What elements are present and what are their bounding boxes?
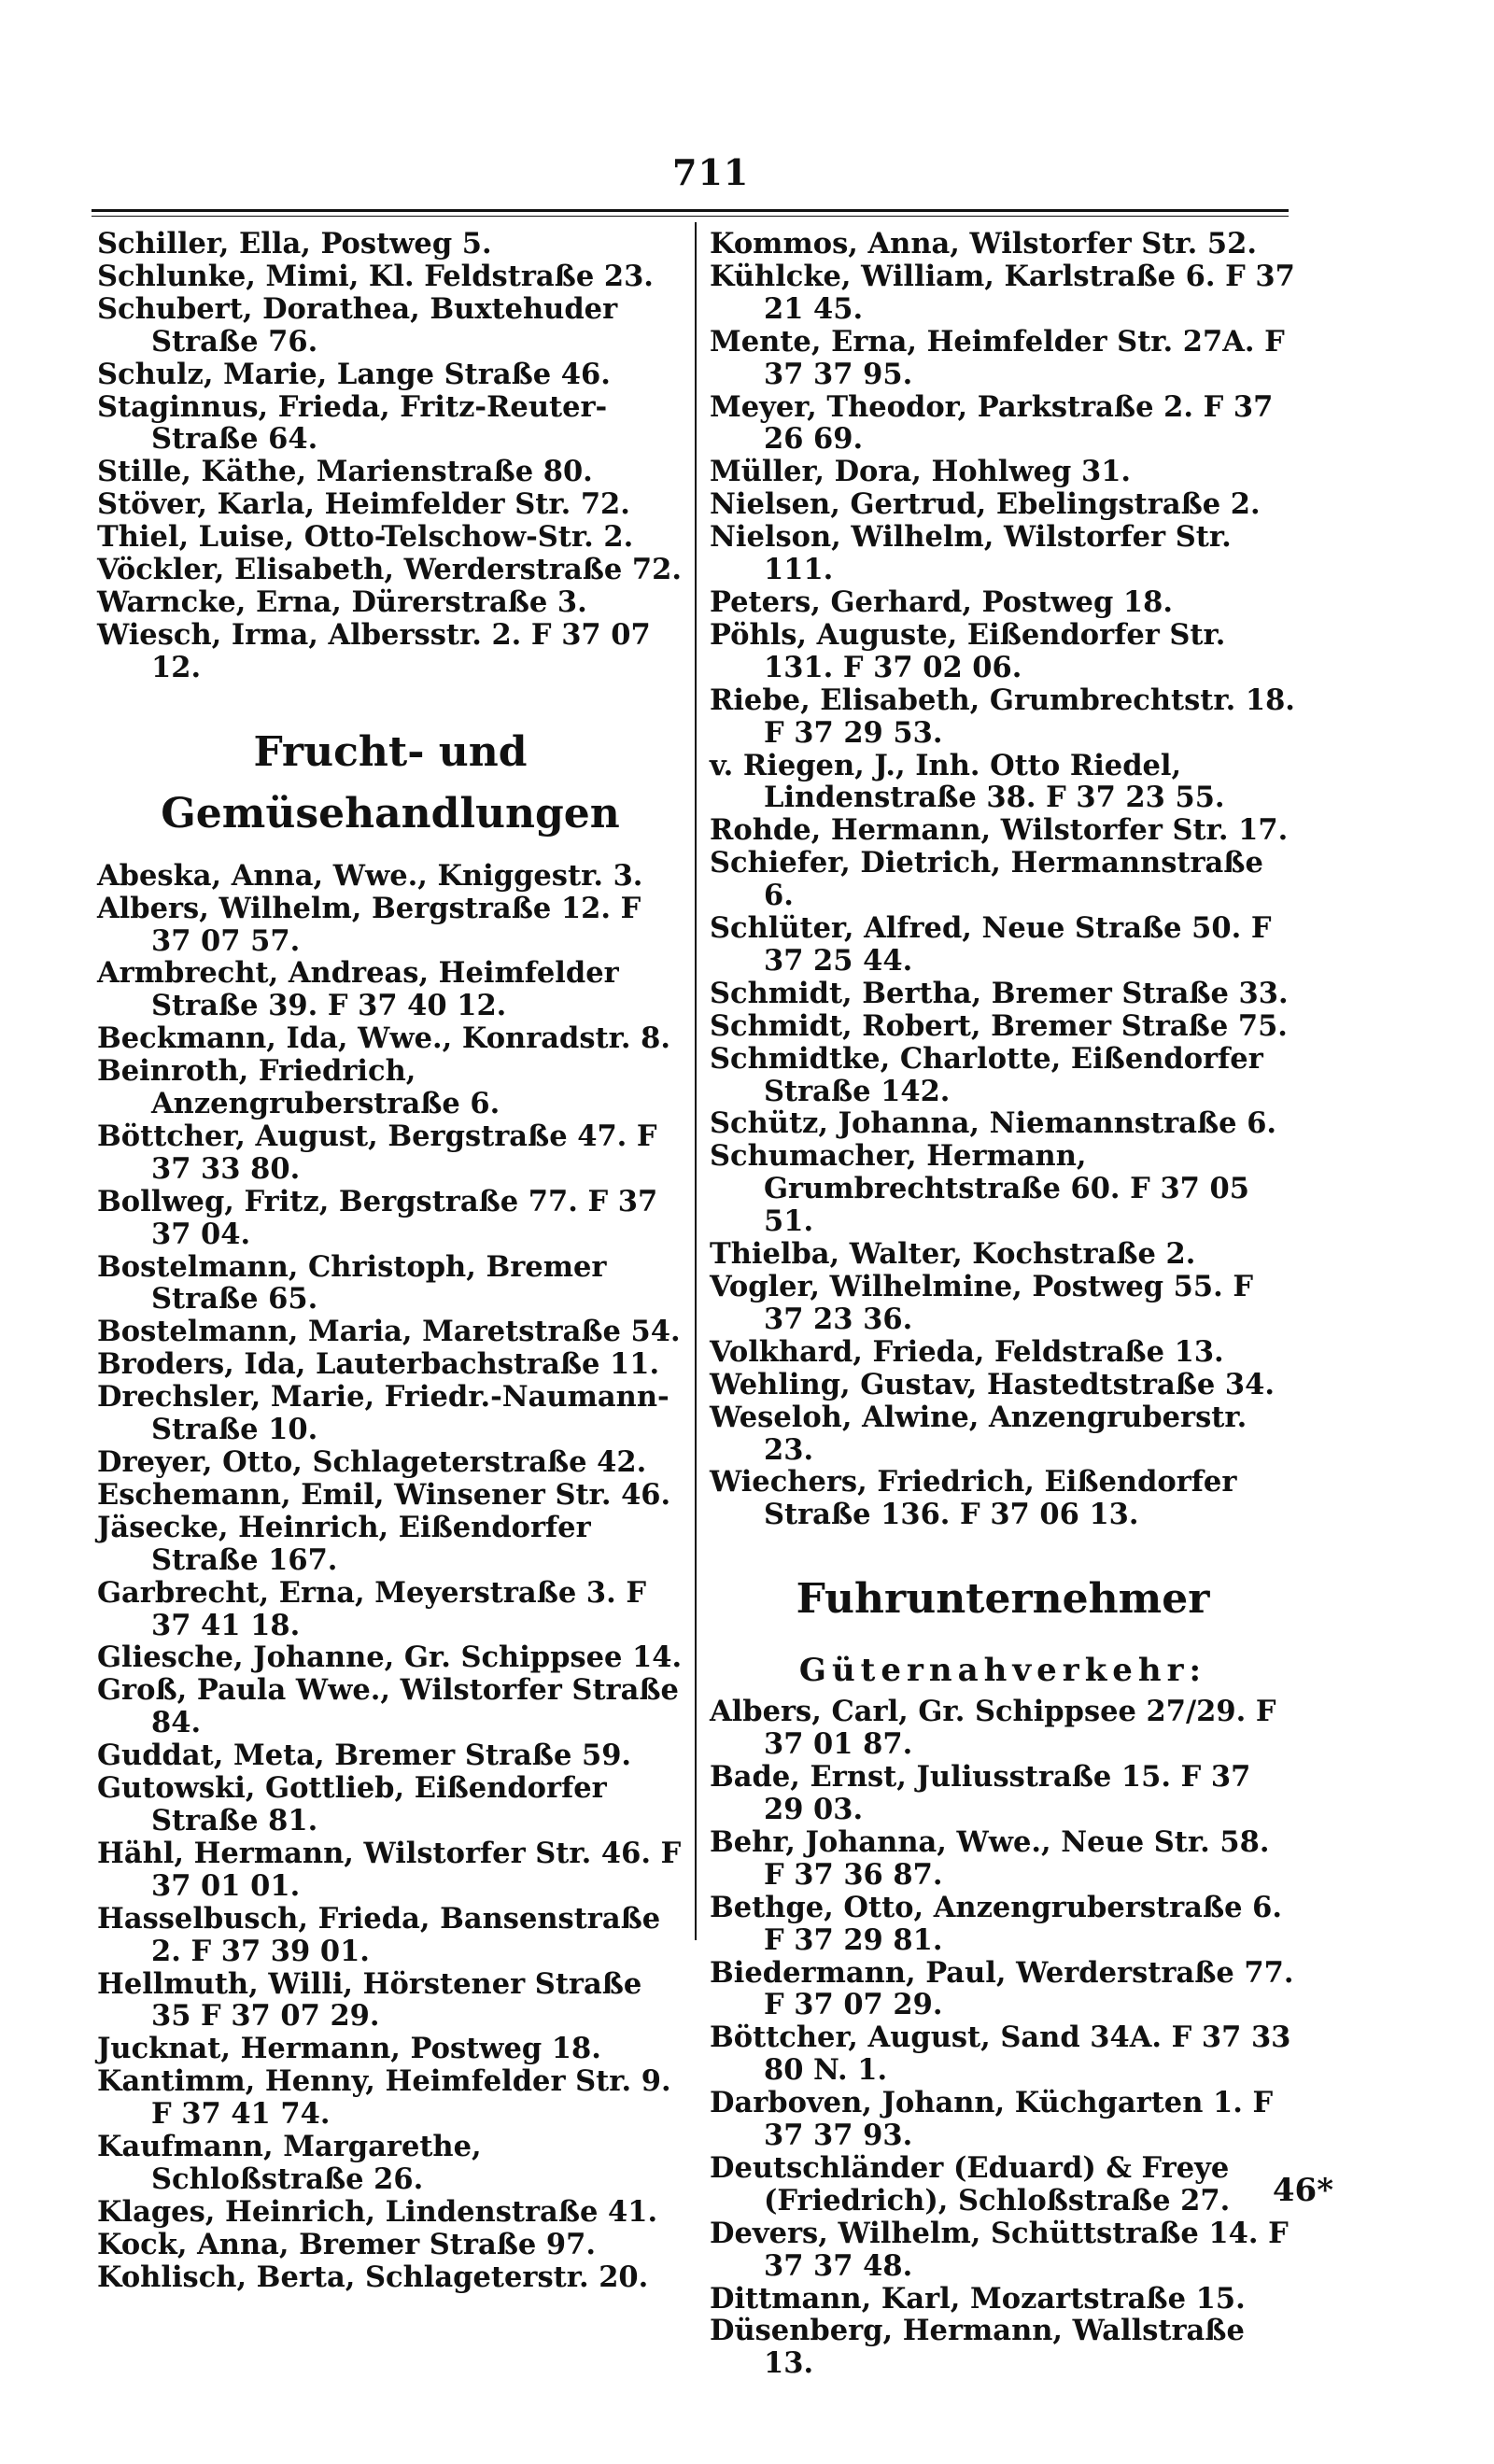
directory-entry: Jäsecke, Heinrich, Eißendorfer Straße 167. (97, 1510, 601, 1577)
directory-entry: Stöver, Karla, Heimfelder Str. 72. (97, 487, 630, 522)
directory-entry: Schiller, Ella, Postweg 5. (97, 227, 492, 260)
directory-entry: Kommos, Anna, Wilstorfer Str. 52. (710, 227, 1257, 260)
directory-entry: Beckmann, Ida, Wwe., Konradstr. 8. (97, 1021, 670, 1056)
directory-entry: Wiechers, Friedrich, Eißendorfer Straße 136. F 37 06 13. (710, 1465, 1247, 1532)
directory-entry: Guddat, Meta, Bremer Straße 59. (97, 1739, 632, 1773)
directory-entry: Armbrecht, Andreas, Heimfelder Straße 39. F 37 40 12. (97, 956, 629, 1023)
directory-entry: Warncke, Erna, Dürerstraße 3. (97, 584, 587, 619)
directory-entry: Gutowski, Gottlieb, Eißendorfer Straße 81. (97, 1771, 617, 1837)
directory-entry: Hasselbusch, Frieda, Bansenstraße 2. F 37 39 01. (97, 1901, 670, 1968)
subsection-heading: Güternahverkehr: (798, 1652, 1207, 1690)
signature-mark: 46* (1272, 2172, 1333, 2209)
directory-entry: Schlunke, Mimi, Kl. Feldstraße 23. (97, 259, 654, 293)
directory-entry: Düsenberg, Hermann, Wallstraße 13. (710, 2314, 1255, 2381)
directory-entry: Wehling, Gustav, Hastedtstraße 34. (710, 1367, 1275, 1401)
directory-entry: Thielba, Walter, Kochstraße 2. (710, 1237, 1196, 1272)
directory-entry: Vöckler, Elisabeth, Werderstraße 72. (97, 553, 682, 587)
directory-entry: Klages, Heinrich, Lindenstraße 41. (97, 2194, 658, 2229)
directory-entry: Bostelmann, Maria, Maretstraße 54. (97, 1315, 681, 1349)
directory-entry: Hähl, Hermann, Wilstorfer Str. 46. F 37 01 01. (97, 1836, 691, 1903)
directory-entry: Mente, Erna, Heimfelder Str. 27A. F 37 37 95. (710, 324, 1295, 391)
left-top-entries (97, 228, 684, 684)
directory-entry: Dreyer, Otto, Schlageterstraße 42. (97, 1445, 647, 1479)
directory-entry: v. Riegen, J., Inh. Otto Riedel, Lindenstraße 38. F 37 23 55. (710, 748, 1225, 815)
directory-entry: Schmidt, Robert, Bremer Straße 75. (710, 1008, 1288, 1043)
directory-entry: Dittmann, Karl, Mozartstraße 15. (710, 2281, 1246, 2316)
directory-entry: Staginnus, Frieda, Fritz-Reuter-Straße 64. (97, 389, 608, 457)
directory-entry: Abeska, Anna, Wwe., Kniggestr. 3. (97, 858, 643, 893)
directory-entry: Eschemann, Emil, Winsener Str. 46. (97, 1477, 671, 1512)
directory-entry: Nielsen, Gertrud, Ebelingstraße 2. (710, 487, 1261, 522)
page-number: 711 (672, 151, 750, 193)
directory-entry: Bade, Ernst, Juliusstraße 15. F 37 29 03. (710, 1760, 1261, 1826)
left-section-entries (97, 858, 691, 2294)
directory-entry: Schulz, Marie, Lange Straße 46. (97, 357, 611, 391)
directory-entry: Peters, Gerhard, Postweg 18. (710, 584, 1173, 619)
directory-entry: Garbrecht, Erna, Meyerstraße 3. F 37 41 18. (97, 1575, 656, 1642)
directory-entry: Thiel, Luise, Otto-Telschow-Str. 2. (97, 520, 634, 555)
directory-entry: Bollweg, Fritz, Bergstraße 77. F 37 37 04. (97, 1184, 668, 1251)
directory-entry: Schütz, Johanna, Niemannstraße 6. (710, 1106, 1277, 1141)
directory-entry: Schiefer, Dietrich, Hermannstraße 6. (710, 846, 1274, 913)
directory-entry: Volkhard, Frieda, Feldstraße 13. (710, 1334, 1224, 1369)
directory-entry: Hellmuth, Willi, Hörstener Straße 35 F 37 07 29. (97, 1966, 652, 2034)
directory-entry: Albers, Wilhelm, Bergstraße 12. F 37 07 57. (97, 891, 651, 958)
directory-entry: Riebe, Elisabeth, Grumbrechtstr. 18. F 37 29 53. (710, 683, 1305, 750)
directory-entry: Bostelmann, Christoph, Bremer Straße 65. (97, 1249, 617, 1316)
directory-entry: Böttcher, August, Sand 34A. F 37 33 80 N. 1. (710, 2020, 1302, 2088)
directory-entry: Rohde, Hermann, Wilstorfer Str. 17. (710, 813, 1289, 848)
directory-entry: Schmidtke, Charlotte, Eißendorfer Straße 142. (710, 1041, 1274, 1108)
directory-entry: Kantimm, Henny, Heimfelder Str. 9. F 37 41 74. (97, 2064, 682, 2132)
directory-entry: Meyer, Theodor, Parkstraße 2. F 37 26 69. (710, 389, 1283, 457)
directory-entry: Bethge, Otto, Anzengruberstraße 6. F 37 29 81. (710, 1890, 1292, 1957)
directory-entry: Kaufmann, Margarethe, Schloßstraße 26. (97, 2130, 492, 2196)
directory-entry: Albers, Carl, Gr. Schippsee 27/29. F 37 01 87. (710, 1695, 1287, 1762)
left-column (97, 227, 691, 2294)
directory-entry: Müller, Dora, Hohlweg 31. (710, 455, 1132, 489)
directory-entry: Weseloh, Alwine, Anzengruberstr. 23. (710, 1400, 1257, 1467)
right-top-entries (710, 227, 1305, 1532)
directory-entry: Kohlisch, Berta, Schlageterstr. 20. (97, 2260, 649, 2294)
directory-entry: Jucknat, Hermann, Postweg 18. (97, 2032, 601, 2066)
directory-entry: Biedermann, Paul, Werderstraße 77. F 37 07 29. (710, 1955, 1304, 2022)
directory-entry: Nielson, Wilhelm, Wilstorfer Str. 111. (710, 520, 1242, 587)
directory-entry: Darboven, Johann, Küchgarten 1. F 37 37 93. (710, 2086, 1283, 2153)
directory-entry: Beinroth, Friedrich, Anzengruberstraße 6. (97, 1054, 500, 1121)
directory-entry: Schlüter, Alfred, Neue Straße 50. F 37 25 44. (710, 911, 1282, 978)
directory-entry: Broders, Ida, Lauterbachstraße 11. (97, 1347, 660, 1382)
directory-entry: Vogler, Wilhelmine, Postweg 55. F 37 23 36. (710, 1270, 1263, 1336)
directory-entry: Behr, Johanna, Wwe., Neue Str. 58. F 37 36 87. (710, 1824, 1280, 1892)
section-heading-fruit-vegetables: Frucht- und Gemüsehandlungen (161, 727, 620, 838)
column-divider (695, 222, 697, 1940)
directory-entry: Deutschländer (Eduard) & Freye (Friedrich), Schloßstraße 27. (710, 2150, 1239, 2218)
directory-entry: Gliesche, Johanne, Gr. Schippsee 14. (97, 1640, 683, 1675)
directory-entry: Schumacher, Hermann, Grumbrechtstraße 60. F 37 05 51. (710, 1139, 1260, 1239)
directory-entry: Stille, Käthe, Marienstraße 80. (97, 455, 593, 489)
directory-entry: Groß, Paula Wwe., Wilstorfer Straße 84. (97, 1673, 689, 1740)
directory-entry: Pöhls, Auguste, Eißendorfer Str. 131. F 37 02 06. (710, 617, 1236, 684)
directory-entry: Wiesch, Irma, Albersstr. 2. F 37 07 12. (97, 617, 661, 684)
directory-entry: Drechsler, Marie, Friedr.-Naumann-Straße 10. (97, 1380, 669, 1447)
directory-entry: Devers, Wilhelm, Schüttstraße 14. F 37 37 48. (710, 2216, 1299, 2283)
directory-entry: Schubert, Dorathea, Buxtehuder Straße 76. (97, 291, 627, 359)
section-heading-haulage: Fuhrunternehmer (796, 1575, 1210, 1624)
directory-entry: Schmidt, Bertha, Bremer Straße 33. (710, 976, 1289, 1010)
directory-entry: Kock, Anna, Bremer Straße 97. (97, 2227, 596, 2261)
header-rule (92, 209, 1289, 217)
directory-entry: Kühlcke, William, Karlstraße 6. F 37 21 45. (710, 259, 1305, 326)
directory-entry: Böttcher, August, Bergstraße 47. F 37 33 80. (97, 1119, 668, 1186)
